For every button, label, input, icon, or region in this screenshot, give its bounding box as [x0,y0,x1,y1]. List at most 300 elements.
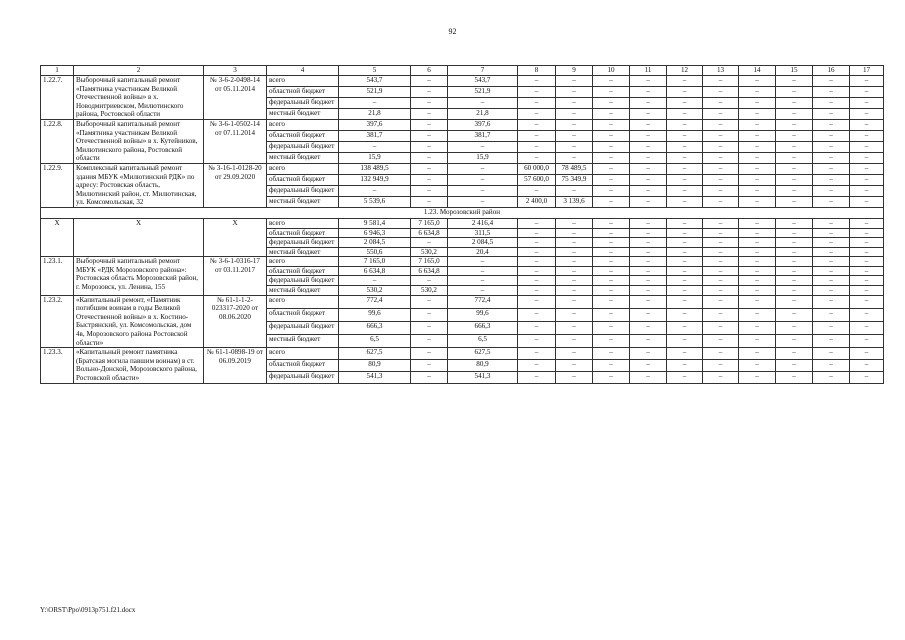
value-cell: – [593,141,630,152]
value-cell: – [776,163,813,174]
value-cell: – [703,130,739,141]
value-cell: – [776,130,813,141]
value-cell: 543,7 [448,76,518,87]
value-cell: – [556,257,593,267]
value-cell: – [667,163,703,174]
value-cell: – [556,295,593,308]
value-cell: – [630,196,667,207]
value-cell: – [739,152,776,163]
value-cell: – [448,141,518,152]
value-cell: – [593,247,630,257]
value-cell: 20,4 [448,247,518,257]
column-header: 8 [518,66,556,76]
value-cell: – [411,360,448,372]
value-cell: – [813,266,850,276]
value-cell: – [776,348,813,360]
value-cell: 772,4 [339,295,411,308]
value-cell: 15,9 [339,152,411,163]
value-cell: – [813,152,850,163]
funding-source: областной бюджет [267,360,339,372]
value-cell: – [739,348,776,360]
value-cell: – [739,238,776,248]
value-cell: – [776,308,813,321]
value-cell: – [703,295,739,308]
value-cell: – [850,163,884,174]
value-cell: – [667,86,703,97]
value-cell: – [518,119,556,130]
value-cell: – [813,97,850,108]
value-cell: – [630,76,667,87]
value-cell: – [556,86,593,97]
funding-source: местный бюджет [267,108,339,119]
value-cell: – [630,86,667,97]
file-path-footer: Y:\ORST\Ppo\0913p751.f21.docx [40,606,136,614]
value-cell: – [593,130,630,141]
value-cell: – [630,295,667,308]
value-cell: 772,4 [448,295,518,308]
value-cell: – [703,163,739,174]
value-cell: – [593,185,630,196]
value-cell: – [556,97,593,108]
value-cell: – [518,295,556,308]
value-cell: – [667,141,703,152]
value-cell: – [850,174,884,185]
value-cell: – [813,257,850,267]
value-cell: – [776,238,813,248]
value-cell: – [776,76,813,87]
value-cell: – [813,174,850,185]
value-cell: – [667,174,703,185]
value-cell: – [556,371,593,383]
column-header: 14 [739,66,776,76]
value-cell: 99,6 [448,308,518,321]
value-cell: – [411,196,448,207]
value-cell: – [556,247,593,257]
value-cell: 397,6 [339,119,411,130]
value-cell: – [813,348,850,360]
value-cell: – [630,371,667,383]
value-cell: 530,2 [339,286,411,296]
value-cell: 2 416,4 [448,218,518,228]
funding-source: местный бюджет [267,196,339,207]
item-number: 1.22.7. [41,76,74,120]
value-cell: 99,6 [339,308,411,321]
value-cell: – [703,335,739,348]
value-cell: – [776,152,813,163]
value-cell: – [850,266,884,276]
value-cell: – [776,266,813,276]
value-cell: – [448,185,518,196]
value-cell: – [703,228,739,238]
value-cell: – [850,76,884,87]
value-cell: – [739,321,776,334]
value-cell: – [556,360,593,372]
column-header: 5 [339,66,411,76]
funding-source: федеральный бюджет [267,371,339,383]
value-cell: – [593,196,630,207]
value-cell: – [411,163,448,174]
value-cell: – [813,295,850,308]
value-cell: – [593,163,630,174]
funding-source: всего [267,295,339,308]
value-cell: – [411,335,448,348]
value-cell: 627,5 [339,348,411,360]
value-cell: – [411,108,448,119]
value-cell: – [411,86,448,97]
value-cell: – [667,218,703,228]
value-cell: – [739,119,776,130]
section-header-row [41,207,884,218]
value-cell: – [593,286,630,296]
value-cell: 57 600,0 [518,174,556,185]
budget-table [40,65,884,384]
value-cell: – [776,218,813,228]
funding-source: местный бюджет [267,335,339,348]
funding-source: областной бюджет [267,174,339,185]
value-cell: – [518,130,556,141]
value-cell: – [593,257,630,267]
value-cell: – [776,185,813,196]
value-cell: – [850,295,884,308]
value-cell: – [667,321,703,334]
value-cell: – [630,152,667,163]
value-cell: – [556,185,593,196]
value-cell: – [630,119,667,130]
value-cell: – [703,257,739,267]
value-cell: – [518,286,556,296]
value-cell: 9 581,4 [339,218,411,228]
value-cell: – [556,276,593,286]
value-cell: – [593,119,630,130]
value-cell: – [703,152,739,163]
value-cell: 21,8 [448,108,518,119]
value-cell: – [776,286,813,296]
value-cell: – [739,228,776,238]
column-header: 3 [204,66,267,76]
value-cell: – [703,321,739,334]
value-cell: – [630,174,667,185]
value-cell: – [850,218,884,228]
value-cell: – [667,228,703,238]
value-cell: – [703,196,739,207]
value-cell: – [739,257,776,267]
value-cell: – [411,185,448,196]
value-cell: – [630,257,667,267]
value-cell: – [556,152,593,163]
item-document: № 61-1-0898-19 от 06.09.2019 [204,348,267,383]
value-cell: – [518,108,556,119]
item-name: Выборочный капитальный ремонт «Памятника участникам Великой Отечественной войны» в х. Новодмитриевском, Милютинского района, Ростовской области [74,76,204,120]
value-cell: – [739,295,776,308]
value-cell: – [556,228,593,238]
funding-source: всего [267,257,339,267]
value-cell: – [630,321,667,334]
value-cell: – [630,266,667,276]
funding-source: областной бюджет [267,228,339,238]
value-cell: – [703,185,739,196]
value-cell: – [518,247,556,257]
value-cell: – [813,108,850,119]
value-cell: – [850,228,884,238]
value-cell: – [593,108,630,119]
value-cell: – [630,97,667,108]
value-cell: – [776,196,813,207]
value-cell: – [593,218,630,228]
table-row [41,119,884,130]
value-cell: – [411,238,448,248]
item-document: № 61-1-1-2-023317-2020 от 08.06.2020 [204,295,267,348]
funding-source: федеральный бюджет [267,185,339,196]
value-cell: – [448,257,518,267]
value-cell: 80,9 [448,360,518,372]
funding-source: местный бюджет [267,152,339,163]
value-cell: – [518,335,556,348]
value-cell: – [850,108,884,119]
value-cell: – [667,238,703,248]
value-cell: – [850,130,884,141]
value-cell: – [630,228,667,238]
value-cell: – [556,308,593,321]
value-cell: 6 634,8 [411,266,448,276]
value-cell: – [518,86,556,97]
column-header: 9 [556,66,593,76]
value-cell: – [593,295,630,308]
value-cell: – [850,152,884,163]
value-cell: – [556,141,593,152]
value-cell: – [703,286,739,296]
value-cell: – [630,348,667,360]
value-cell: – [850,119,884,130]
column-header: 16 [813,66,850,76]
value-cell: – [667,196,703,207]
value-cell: – [593,174,630,185]
value-cell: – [518,152,556,163]
table-row [41,163,884,174]
value-cell: – [776,360,813,372]
value-cell: – [739,218,776,228]
value-cell: – [518,185,556,196]
value-cell: – [556,321,593,334]
value-cell: – [739,130,776,141]
value-cell: – [850,247,884,257]
value-cell: – [739,97,776,108]
value-cell: 666,3 [339,321,411,334]
value-cell: 138 489,5 [339,163,411,174]
value-cell: – [339,276,411,286]
value-cell: – [703,119,739,130]
value-cell: – [739,185,776,196]
funding-source: областной бюджет [267,266,339,276]
header-row [41,66,884,76]
value-cell: – [667,257,703,267]
value-cell: – [411,174,448,185]
column-header: 13 [703,66,739,76]
value-cell: – [739,108,776,119]
value-cell: – [850,86,884,97]
value-cell: – [739,174,776,185]
value-cell: – [703,266,739,276]
value-cell: – [739,335,776,348]
value-cell: – [518,321,556,334]
value-cell: – [813,185,850,196]
value-cell: 132 949,9 [339,174,411,185]
value-cell: – [850,141,884,152]
table-row [41,218,884,228]
value-cell: – [667,152,703,163]
value-cell: – [411,295,448,308]
value-cell: 3 139,6 [556,196,593,207]
value-cell: – [703,108,739,119]
column-header: 7 [448,66,518,76]
value-cell: – [518,371,556,383]
value-cell: 15,9 [448,152,518,163]
value-cell: – [813,228,850,238]
value-cell: – [556,108,593,119]
value-cell: – [813,308,850,321]
value-cell: – [518,76,556,87]
value-cell: – [703,247,739,257]
value-cell: – [593,266,630,276]
value-cell: – [813,119,850,130]
value-cell: – [813,360,850,372]
value-cell: – [739,371,776,383]
value-cell: – [593,238,630,248]
value-cell: 6 946,3 [339,228,411,238]
value-cell: – [667,185,703,196]
value-cell: 543,7 [339,76,411,87]
column-header: 1 [41,66,74,76]
funding-source: всего [267,218,339,228]
value-cell: – [813,247,850,257]
funding-source: всего [267,76,339,87]
section-title: 1.23. Морозовский район [41,207,884,218]
value-cell: – [739,196,776,207]
value-cell: 78 489,5 [556,163,593,174]
value-cell: – [703,76,739,87]
funding-source: всего [267,119,339,130]
value-cell: – [448,174,518,185]
value-cell: – [776,257,813,267]
value-cell: – [448,163,518,174]
value-cell: – [703,97,739,108]
value-cell: – [411,321,448,334]
value-cell: – [630,141,667,152]
value-cell: 521,9 [339,86,411,97]
funding-source: федеральный бюджет [267,276,339,286]
value-cell: – [518,228,556,238]
column-header: 6 [411,66,448,76]
value-cell: – [630,286,667,296]
value-cell: 541,3 [448,371,518,383]
value-cell: – [339,185,411,196]
value-cell: 2 084,5 [448,238,518,248]
value-cell: – [703,276,739,286]
value-cell: – [593,348,630,360]
value-cell: – [667,266,703,276]
value-cell: – [667,76,703,87]
value-cell: – [448,97,518,108]
value-cell: – [556,218,593,228]
value-cell: – [739,86,776,97]
value-cell: – [703,238,739,248]
value-cell: – [593,76,630,87]
value-cell: – [518,360,556,372]
item-number: Х [41,218,74,256]
value-cell: – [630,108,667,119]
value-cell: – [850,321,884,334]
value-cell: 6,5 [448,335,518,348]
value-cell: – [850,185,884,196]
value-cell: – [850,286,884,296]
item-number: 1.23.3. [41,348,74,383]
value-cell: 530,2 [411,247,448,257]
value-cell: – [411,371,448,383]
value-cell: 60 000,0 [518,163,556,174]
value-cell: – [448,276,518,286]
item-number: 1.22.9. [41,163,74,207]
value-cell: – [813,276,850,286]
value-cell: 666,3 [448,321,518,334]
value-cell: 627,5 [448,348,518,360]
value-cell: 521,9 [448,86,518,97]
item-number: 1.22.8. [41,119,74,163]
value-cell: – [667,295,703,308]
table-row [41,348,884,360]
value-cell: – [593,360,630,372]
value-cell: – [518,141,556,152]
value-cell: – [776,295,813,308]
value-cell: – [518,266,556,276]
value-cell: 530,2 [411,286,448,296]
value-cell: – [739,266,776,276]
value-cell: – [518,218,556,228]
value-cell: 311,5 [448,228,518,238]
value-cell: – [411,119,448,130]
funding-source: областной бюджет [267,86,339,97]
value-cell: – [593,335,630,348]
value-cell: – [556,335,593,348]
value-cell: – [556,119,593,130]
value-cell: – [411,130,448,141]
value-cell: 550,6 [339,247,411,257]
column-header: 12 [667,66,703,76]
value-cell: – [813,238,850,248]
value-cell: – [703,371,739,383]
value-cell: – [813,130,850,141]
value-cell: 7 165,0 [339,257,411,267]
funding-source: всего [267,348,339,360]
value-cell: – [667,130,703,141]
value-cell: – [593,308,630,321]
table-row [41,257,884,267]
value-cell: – [593,321,630,334]
value-cell: – [667,348,703,360]
item-document: № 3-6-1-0316-17 от 03.11.2017 [204,257,267,295]
value-cell: – [518,257,556,267]
value-cell: – [776,86,813,97]
value-cell: – [518,348,556,360]
value-cell: – [850,196,884,207]
item-document: Х [204,218,267,256]
value-cell: – [411,348,448,360]
funding-source: федеральный бюджет [267,141,339,152]
value-cell: – [776,276,813,286]
value-cell: 2 084,5 [339,238,411,248]
value-cell: – [630,218,667,228]
value-cell: – [593,97,630,108]
value-cell: – [813,163,850,174]
funding-source: областной бюджет [267,308,339,321]
